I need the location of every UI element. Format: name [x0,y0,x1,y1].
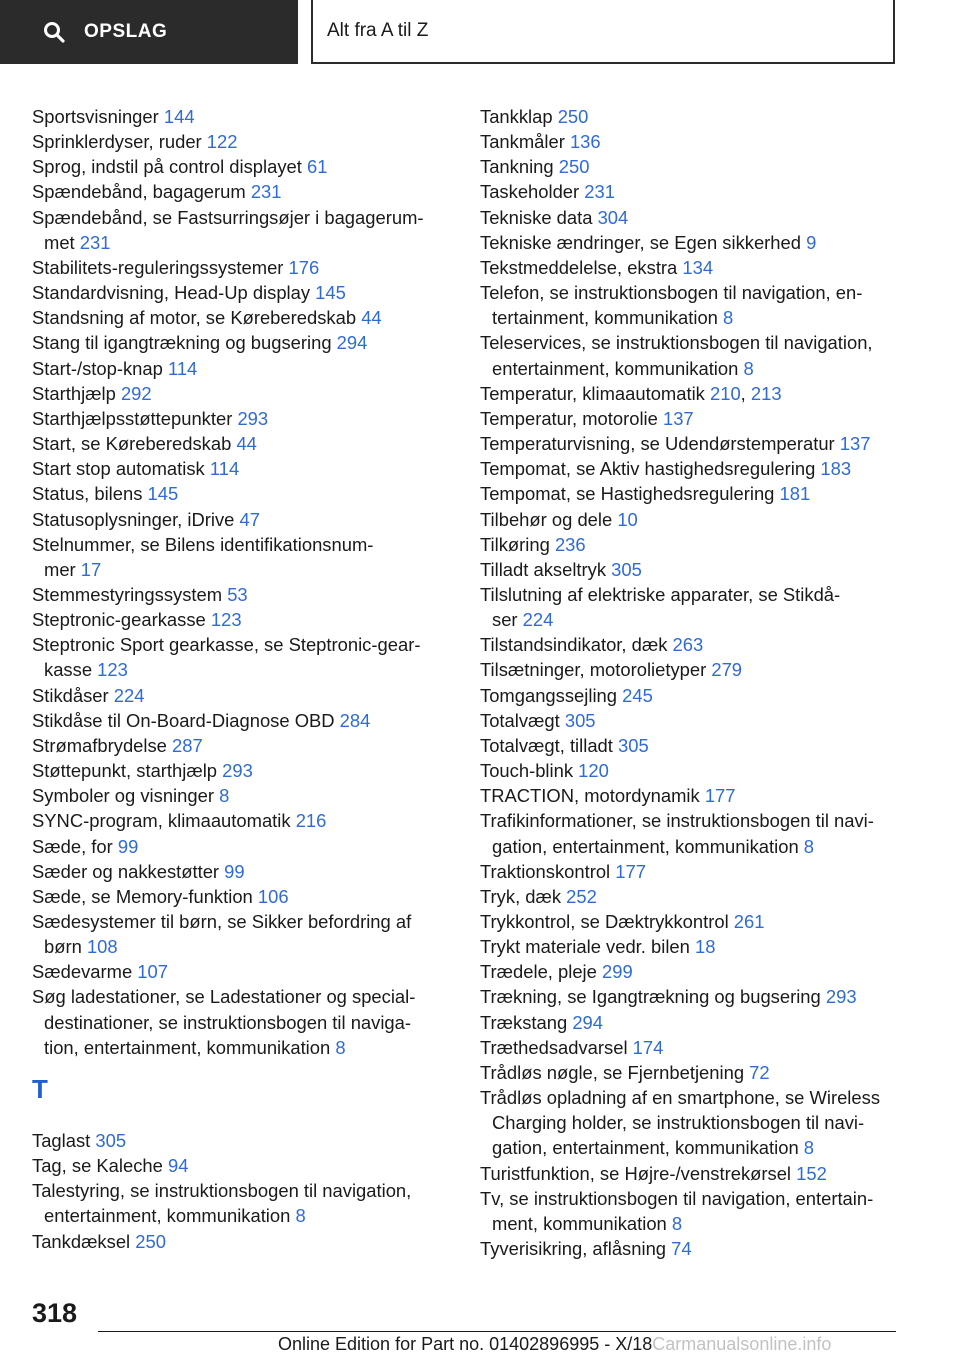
index-entry [480,657,900,682]
page-link[interactable]: 305 [95,1129,127,1151]
page-link[interactable]: 250 [135,1230,166,1252]
index-entry [32,632,452,682]
page-link[interactable]: 231 [79,231,111,253]
index-entry [480,1010,900,1035]
entry-text: Trædele, pleje [480,961,602,983]
index-entry [480,557,900,582]
index-entry [480,104,900,129]
index-entry [32,1229,452,1254]
index-column-right [480,104,900,1261]
page-link[interactable]: 304 [597,206,629,228]
page-header [0,0,960,66]
page-link[interactable]: 8 [219,785,230,807]
entry-text: Standsning af motor, se Køreberedskab [32,307,362,329]
entry-text: Trækstang [480,1011,573,1033]
entry-text: børn [44,936,87,958]
entry-text: destinationer, se instruktionsbogen til naviga- [44,1011,412,1033]
search-icon [42,20,66,44]
index-entry [32,733,452,758]
entry-text: Tekstmeddelelse, ekstra [480,256,683,278]
entry-text: tertainment, kommunikation [492,307,724,329]
entry-text: Start, se Køreberedskab [32,433,237,455]
index-entry [32,708,452,733]
entry-text: ser [492,609,523,631]
index-entry [480,456,900,481]
entry-text: Spændebånd, bagagerum [32,181,251,203]
page-link[interactable]: 293 [222,760,253,782]
index-entry [480,205,900,230]
index-entry [32,179,452,204]
index-entry [480,582,900,632]
entry-text: Tankmåler [480,131,570,153]
page-link[interactable]: 99 [224,860,245,882]
index-entry [32,154,452,179]
entry-text: Temperaturvisning, se Udendørstemperatur [480,433,840,455]
index-entry [480,909,900,934]
entry-text: Stemmestyringssystem [32,583,228,605]
page-link[interactable]: 224 [113,684,145,706]
entry-text: Status, bilens [32,483,148,505]
index-entry [480,129,900,154]
index-entry [480,884,900,909]
page-link[interactable]: 250 [557,106,589,127]
entry-text: Taglast [32,1129,96,1151]
index-entry [32,1153,452,1178]
index-entry [32,758,452,783]
index-entry [32,356,452,381]
index-entry [32,607,452,632]
entry-text: TRACTION, motordynamik [480,785,705,807]
index-entry [32,104,452,129]
page-link[interactable]: 299 [601,961,633,983]
entry-text: Tag, se Kaleche [32,1155,168,1177]
entry-text: Trådløs opladning af en smartphone, se Wireless [480,1087,881,1109]
page-link[interactable]: 213 [750,382,782,404]
index-entry [480,758,900,783]
page-link[interactable]: 216 [295,810,327,832]
page-link[interactable]: 114 [167,357,198,379]
index-entry [32,1128,452,1153]
page-link[interactable]: 263 [672,634,704,656]
entry-text: Symboler og visninger [32,785,220,807]
index-entry [480,330,900,380]
entry-text: tion, entertainment, kommunikation [44,1036,336,1058]
index-entry [32,129,452,154]
search-tab[interactable] [0,0,298,64]
entry-text: Totalvægt [480,709,565,731]
entry-text: Tyverisikring, aflåsning [480,1238,672,1260]
index-entry [32,683,452,708]
index-entry [480,708,900,733]
entry-text: Tankning [480,156,559,178]
entry-text: Temperatur, klimaautomatik [480,382,710,404]
entry-text: Charging holder, se instruktionsbogen til navi- [492,1112,865,1134]
entry-text: Start-/stop-knap [32,357,168,379]
index-entry [32,884,452,909]
entry-text: Talestyring, se instruktionsbogen til navigation, [32,1180,412,1202]
page-link[interactable]: 8 [803,835,815,857]
entry-text: Stabilitets-reguleringssystemer [32,256,289,278]
entry-text: Tilsætninger, motorolietyper [480,659,712,681]
entry-text: Tekniske data [480,206,598,228]
page-link[interactable]: 305 [611,558,642,580]
page-link[interactable]: 292 [120,382,152,404]
entry-text: Sprog, indstil på control displayet [32,156,307,178]
index-entry [480,1085,900,1160]
index-entry [480,481,900,506]
index-entry [32,984,452,1059]
page-link[interactable]: 8 [295,1205,306,1227]
index-entry [32,783,452,808]
entry-text: Stikdåse til On-Board-Diagnose OBD [32,709,340,731]
page-link[interactable]: 181 [779,483,811,505]
page-link[interactable]: 137 [662,407,694,429]
edition-text: Online Edition for Part no. 01402896995 - X/18 [278,1334,653,1354]
index-entry [480,984,900,1009]
page-link[interactable]: 137 [839,433,871,455]
index-entry [32,330,452,355]
entry-text: Sæder og nakkestøtter [32,860,225,882]
index-entry [32,507,452,532]
entry-text: Trådløs nøgle, se Fjernbetjening [480,1061,750,1083]
entry-text: gation, entertainment, kommunikation [492,835,804,857]
entry-text: Starthjælp [32,382,121,404]
page-link[interactable]: 294 [336,332,368,354]
entry-text: Starthjælpsstøttepunkter [32,407,238,429]
index-entry [32,834,452,859]
page-link[interactable]: 293 [237,407,269,429]
index-entry [480,632,900,657]
watermark: Carmanualsonline.info [652,1334,832,1354]
entry-text: Sæde, se Memory-funktion [32,885,258,907]
entry-text: Tempomat, se Hastighedsregulering [480,483,780,505]
entry-text: met [44,231,80,253]
index-entry [32,582,452,607]
footer-text [278,1334,831,1355]
index-entry [480,406,900,431]
page-link[interactable]: 122 [206,131,238,153]
index-entry [480,179,900,204]
page-link[interactable]: 305 [564,709,596,731]
index-entry [32,532,452,582]
page-link[interactable]: 114 [209,458,240,480]
entry-text: Trykkontrol, se Dæktrykkontrol [480,911,734,932]
page-link[interactable]: 279 [711,659,743,681]
entry-text: entertainment, kommunikation [492,357,744,379]
index-entry [480,934,900,959]
entry-text: Statusoplysninger, iDrive [32,508,240,530]
index-entry [32,456,452,481]
index-entry [480,783,900,808]
entry-text: Stelnummer, se Bilens identifikationsnum- [32,533,374,555]
page-link[interactable]: 145 [147,483,179,505]
index-column-left [32,104,452,1254]
index-entry [480,1035,900,1060]
entry-text: Tekniske ændringer, se Egen sikkerhed [480,231,807,253]
entry-text: Træthedsadvarsel [480,1036,633,1058]
index-entry [32,909,452,959]
page-link[interactable]: 107 [137,961,168,983]
page-link[interactable]: 144 [163,106,195,127]
page-link[interactable]: 123 [97,659,128,681]
index-entry [480,532,900,557]
page-link[interactable]: 8 [723,307,734,329]
index-entry [480,683,900,708]
page-link[interactable]: 61 [307,156,328,178]
entry-text: Sædevarme [32,961,138,983]
page-link[interactable]: 106 [257,885,289,907]
page-link[interactable]: 252 [566,885,597,907]
page-link[interactable]: 8 [803,1137,815,1159]
page-link[interactable]: 305 [618,734,649,756]
index-entry [32,205,452,255]
page-link[interactable]: 74 [671,1238,692,1260]
page-link[interactable]: 8 [335,1036,346,1058]
page-link[interactable]: 284 [339,709,371,731]
page-link[interactable]: 18 [694,936,716,958]
index-entry [480,154,900,179]
section-title-tab[interactable] [311,0,895,64]
page-link[interactable]: 17 [80,558,102,580]
entry-text: entertainment, kommunikation [44,1205,296,1227]
entry-text: Stang til igangtrækning og bugsering [32,332,337,354]
index-entry [480,1060,900,1085]
entry-text: Tankdæksel [32,1230,136,1252]
index-entry [480,280,900,330]
page-link[interactable]: 210 [709,382,741,404]
page-link[interactable]: 183 [820,458,852,480]
entry-text: Tilstandsindikator, dæk [480,634,673,656]
page-link[interactable]: 72 [749,1061,770,1083]
entry-text: Steptronic Sport gearkasse, se Steptronic-gear- [32,634,421,656]
page-link[interactable]: 224 [522,609,554,631]
entry-text: Tilladt akseltryk [480,558,612,580]
page-link[interactable]: 123 [210,609,242,631]
index-entry [480,507,900,532]
footer-divider [98,1331,896,1332]
entry-text: Stikdåser [32,684,114,706]
index-entry [480,255,900,280]
page-link[interactable]: 108 [86,936,118,958]
index-entry [32,1178,452,1228]
entry-text: Søg ladestationer, se Ladestationer og special- [32,986,416,1008]
index-entry [480,1236,900,1261]
search-tab-label: OPSLAG [84,21,168,42]
page-link[interactable]: 8 [743,357,754,379]
entry-text: Tilbehør og dele [480,508,618,530]
entry-text: Tankklap [480,106,558,127]
page-link[interactable]: 261 [733,911,765,932]
entry-text: Temperatur, motorolie [480,407,663,429]
entry-text: Standardvisning, Head-Up display [32,282,316,304]
index-entry [480,1161,900,1186]
page-link[interactable]: 53 [227,583,248,605]
page-link[interactable]: 176 [288,256,320,278]
page-link[interactable]: 231 [250,181,282,203]
page-link[interactable]: 236 [554,533,586,555]
entry-text: Touch-blink [480,760,579,782]
page-link[interactable]: 294 [572,1011,604,1033]
page-link[interactable]: 152 [796,1162,827,1184]
entry-text: Trykt materiale vedr. bilen [480,936,695,958]
entry-text: Tempomat, se Aktiv hastighedsregulering [480,458,821,480]
page-link[interactable]: 44 [361,307,382,329]
index-entry [480,1186,900,1236]
entry-text: Turistfunktion, se Højre-/venstrekørsel [480,1162,797,1184]
entry-text: SYNC-program, klimaautomatik [32,810,296,832]
page-link[interactable]: 145 [315,282,346,304]
entry-text: Totalvægt, tilladt [480,734,618,756]
index-entry [32,381,452,406]
page-link[interactable]: 9 [806,231,817,253]
entry-text: Tryk, dæk [480,885,567,907]
index-entry [32,280,452,305]
entry-text: Tilslutning af elektriske apparater, se Stikdå- [480,583,841,605]
page-link[interactable]: 293 [825,986,857,1008]
page-link[interactable]: 47 [239,508,260,530]
page-link[interactable]: 99 [117,835,139,857]
index-entry [480,230,900,255]
index-entry [32,481,452,506]
index-entry [32,431,452,456]
page-link[interactable]: 245 [622,684,653,706]
index-entry [32,255,452,280]
letter-heading: T [32,1073,48,1104]
entry-text: Sæde, for [32,835,118,857]
index-entry [480,808,900,858]
entry-text: ment, kommunikation [492,1212,672,1234]
entry-text: Steptronic-gearkasse [32,609,211,631]
index-entry [480,733,900,758]
entry-text: Telefon, se instruktionsbogen til navigation, en- [480,282,863,304]
index-entry [32,859,452,884]
entry-text: Spændebånd, se Fastsurringsøjer i bagagerum- [32,206,424,228]
entry-text: Teleservices, se instruktionsbogen til navigation, [480,332,873,354]
page-link[interactable]: 8 [671,1212,683,1234]
entry-text: Sportsvisninger [32,106,164,127]
index-entry [480,959,900,984]
entry-text: Tv, se instruktionsbogen til navigation, entertain- [480,1187,874,1209]
page-link[interactable]: 136 [569,131,601,153]
entry-text: Støttepunkt, starthjælp [32,760,223,782]
index-entry [480,859,900,884]
entry-text: Start stop automatisk [32,458,210,480]
page-link[interactable]: 287 [172,734,203,756]
entry-text: Sædesystemer til børn, se Sikker befordring af [32,911,412,932]
index-entry [480,431,900,456]
entry-text: Sprinklerdyser, ruder [32,131,207,153]
page-link[interactable]: 174 [632,1036,664,1058]
index-entry [32,959,452,984]
page-link[interactable]: 10 [617,508,638,530]
page-link[interactable]: 231 [584,181,615,203]
entry-text: Tomgangssejling [480,684,623,706]
page-link[interactable]: 250 [558,156,590,178]
page-link[interactable]: 44 [236,433,257,455]
section-title: Alt fra A til Z [327,20,429,41]
index-entry: Temperatur, klimaautomatik 210, 213 [480,382,782,404]
entry-text: kasse [44,659,98,681]
entry-text: gation, entertainment, kommunikation [492,1137,804,1159]
page-link[interactable]: 94 [167,1155,189,1177]
page-link[interactable]: 177 [615,860,646,882]
page-link[interactable]: 177 [704,785,736,807]
index-entry [32,305,452,330]
entry-text: mer [44,558,81,580]
page-link[interactable]: 120 [578,760,609,782]
entry-text: Tilkøring [480,533,555,555]
entry-text: Strømafbrydelse [32,734,173,756]
index-entry [32,406,452,431]
page-number: 318 [32,1298,78,1328]
entry-text: Trafikinformationer, se instruktionsbogen til navi- [480,810,874,832]
index-entry [32,808,452,833]
entry-text: Taskeholder [480,181,585,203]
page-link[interactable]: 134 [682,256,714,278]
entry-text: Traktionskontrol [480,860,616,882]
entry-text: Trækning, se Igangtrækning og bugsering [480,986,826,1008]
